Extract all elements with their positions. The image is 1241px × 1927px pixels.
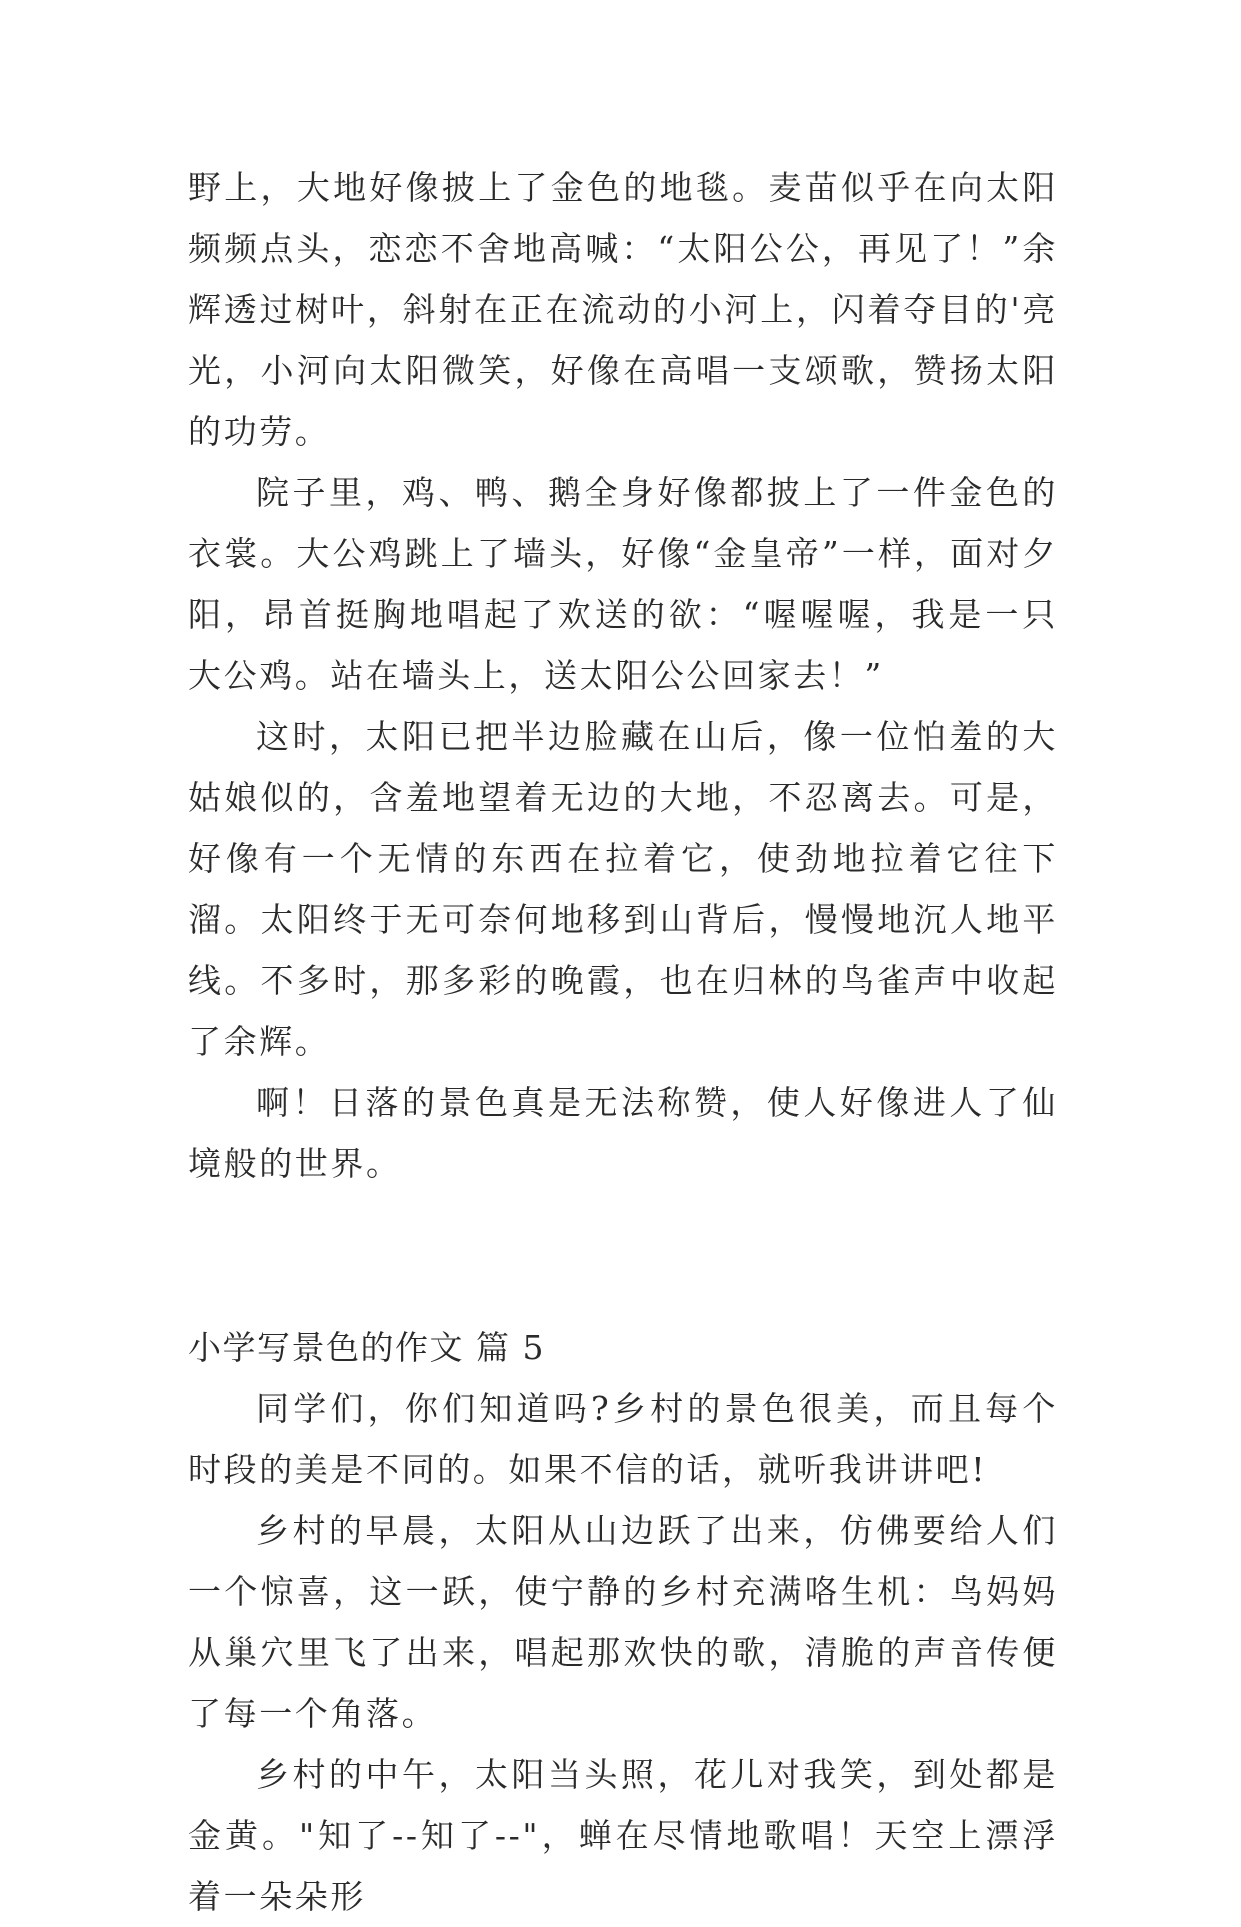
paragraph: 乡村的早晨，太阳从山边跃了出来，仿佛要给人们一个惊喜，这一跃，使宁静的乡村充满咯生机：鸟妈妈从巢穴里飞了出来，唱起那欢快的歌，清脆的声音传便了每一个角落。	[188, 1511, 1058, 1733]
paragraph: 同学们，你们知道吗?乡村的景色很美，而且每个时段的美是不同的。如果不信的话，就听我讲讲吧!	[188, 1389, 1058, 1489]
paragraph: 这时，太阳已把半边脸藏在山后，像一位怕羞的大姑娘似的，含羞地望着无边的大地，不忍离去。可是，好像有一个无情的东西在拉着它，使劲地拉着它往下溜。太阳终于无可奈何地移到山背后，慢慢地沉人地平线。不多时，那多彩的晚霞，也在归林的鸟雀声中收起了余辉。	[188, 717, 1058, 1061]
document-body	[188, 157, 1058, 1927]
paragraph: 院子里，鸡、鸭、鹅全身好像都披上了一件金色的衣裳。大公鸡跳上了墙头，好像“金皇帝”一样，面对夕阳，昂首挺胸地唱起了欢送的欲：“喔喔喔，我是一只大公鸡。站在墙头上，送太阳公公回家去！”	[188, 473, 1058, 695]
paragraph-continued: 野上，大地好像披上了金色的地毯。麦苗似乎在向太阳频频点头，恋恋不舍地高喊：“太阳公公，再见了！”余辉透过树叶，斜射在正在流动的小河上，闪着夺目的'亮光，小河向太阳微笑，好像在高唱一支颂歌，赞扬太阳的功劳。	[188, 168, 1058, 451]
paragraph: 乡村的中午，太阳当头照，花儿对我笑，到处都是金黄。"知了--知了--"，蝉在尽情地歌唱！天空上漂浮着一朵朵形	[188, 1755, 1058, 1916]
paragraph: 啊！日落的景色真是无法称赞，使人好像进人了仙境般的世界。	[188, 1083, 1058, 1183]
section-heading: 小学写景色的作文 篇 5	[188, 1328, 545, 1367]
